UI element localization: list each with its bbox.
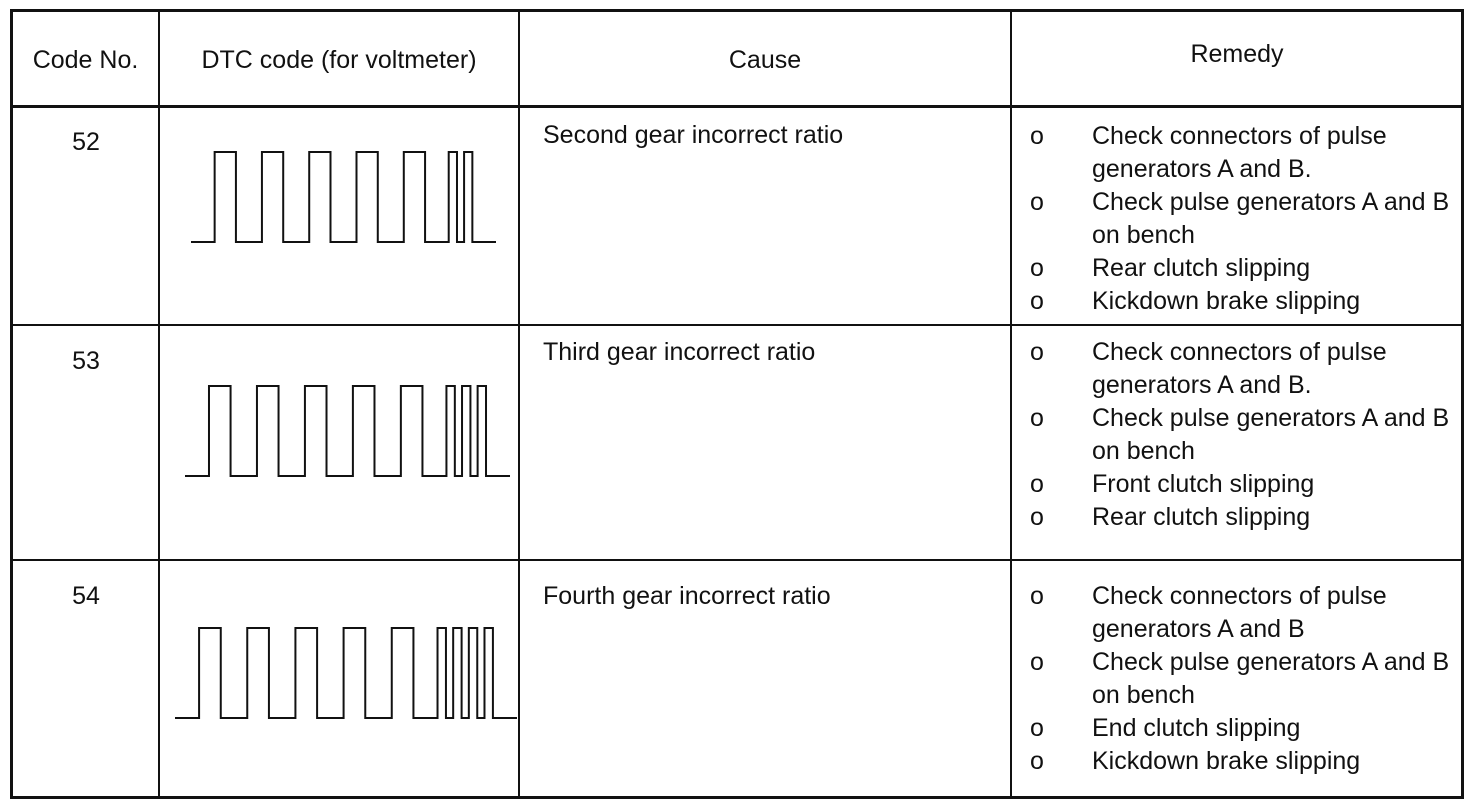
remedy-item: o Front clutch slipping [1028, 468, 1468, 501]
remedy-item: o Check pulse generators A and B on bench [1028, 646, 1468, 712]
remedy-item: o Check connectors of pulse generators A and B [1028, 580, 1468, 646]
cause-cell: Third gear incorrect ratio [543, 338, 816, 366]
header-code-no: Code No. [32, 45, 139, 74]
column-divider [1010, 12, 1012, 796]
header-remedy: Remedy [1190, 39, 1284, 68]
remedy-list [1028, 336, 1468, 534]
bullet: o [1030, 714, 1044, 742]
cause-cell: Fourth gear incorrect ratio [543, 582, 831, 610]
dtc-waveform [185, 384, 510, 479]
dtc-pulse-line [191, 152, 496, 242]
code-cell: 54 [72, 582, 100, 610]
code-cell: 53 [72, 347, 100, 375]
bullet: o [1030, 470, 1044, 498]
cause-cell: Second gear incorrect ratio [543, 121, 844, 149]
bullet: o [1030, 254, 1044, 282]
remedy-item: o Kickdown brake slipping [1028, 745, 1468, 778]
bullet: o [1030, 582, 1044, 610]
remedy-item: o Rear clutch slipping [1028, 252, 1468, 285]
bullet: o [1030, 404, 1044, 432]
remedy-item: o Check pulse generators A and B on bench [1028, 402, 1468, 468]
dtc-table [10, 9, 1464, 799]
dtc-waveform [175, 626, 517, 721]
bullet: o [1030, 122, 1044, 150]
header-cause: Cause [728, 45, 802, 74]
bullet: o [1030, 188, 1044, 216]
remedy-item: o Check connectors of pulse generators A and B. [1028, 336, 1468, 402]
header-dtc-code: DTC code (for voltmeter) [201, 45, 477, 74]
remedy-list [1028, 120, 1468, 318]
remedy-item: o End clutch slipping [1028, 712, 1468, 745]
bullet: o [1030, 648, 1044, 676]
remedy-item: o Kickdown brake slipping [1028, 285, 1468, 318]
dtc-waveform [191, 150, 496, 245]
bullet: o [1030, 338, 1044, 366]
bullet: o [1030, 287, 1044, 315]
row-divider [13, 559, 1461, 561]
dtc-pulse-line [175, 628, 517, 718]
remedy-item: o Rear clutch slipping [1028, 501, 1468, 534]
bullet: o [1030, 747, 1044, 775]
dtc-pulse-line [185, 386, 510, 476]
remedy-item: o Check pulse generators A and B on bench [1028, 186, 1468, 252]
row-divider [13, 324, 1461, 326]
remedy-item: o Check connectors of pulse generators A and B. [1028, 120, 1468, 186]
bullet: o [1030, 503, 1044, 531]
code-cell: 52 [72, 128, 100, 156]
column-divider [518, 12, 520, 796]
remedy-list [1028, 580, 1468, 778]
